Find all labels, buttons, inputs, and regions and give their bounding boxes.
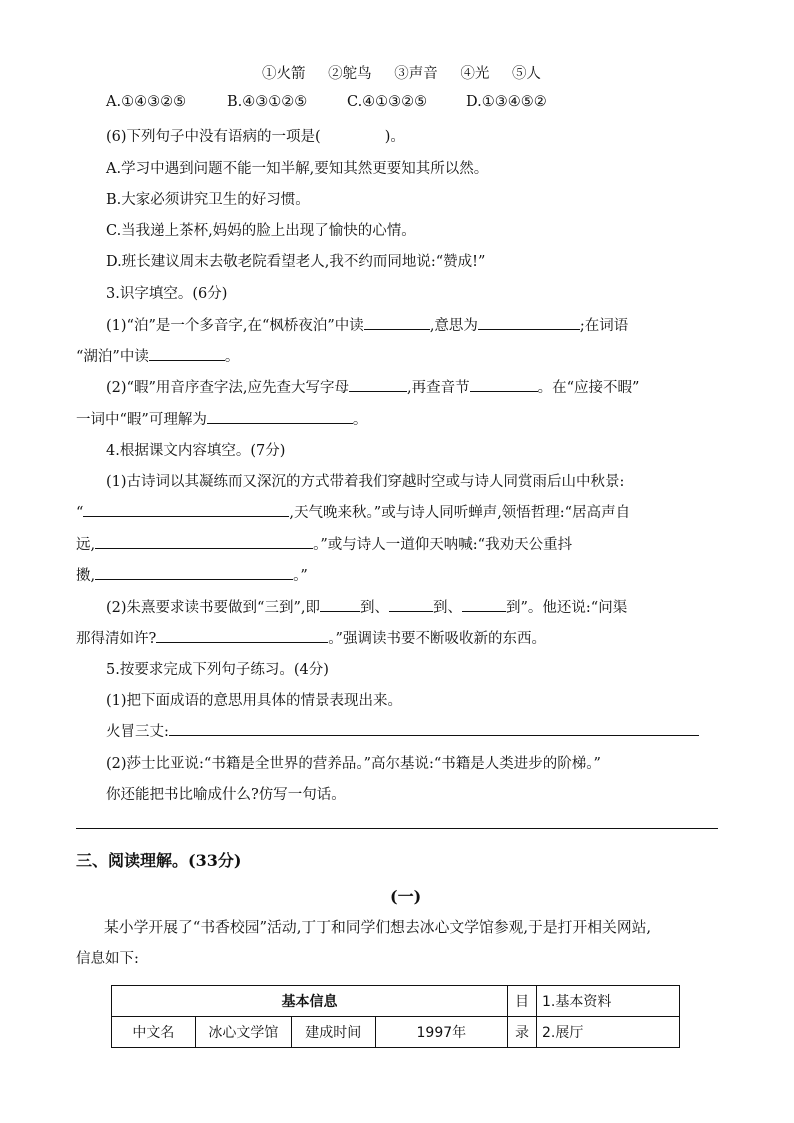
q5-line1: (1)把下面成语的意思用具体的情景表现出来。 [106,693,403,709]
answer-blank[interactable] [83,501,289,517]
answer-blank[interactable] [95,533,313,549]
answer-blank[interactable] [149,345,225,361]
answer-blank[interactable] [349,376,407,392]
subsection-title: (一) [390,887,422,906]
section-title: 三、阅读理解。(33分) [76,851,242,870]
q4-line6: 那得清如许? 。”强调读书要不断吸收新的东西。 [76,627,546,648]
toc-label-bottom: 录 [508,1017,537,1048]
q3-title: 3.识字填空。(6分) [106,286,228,302]
option-item: ⑤人 [511,66,541,82]
passage-line: 信息如下: [76,951,139,967]
choice-c: C.④①③②⑤ [347,94,428,110]
q6-option-c: C.当我递上茶杯,妈妈的脸上出现了愉快的心情。 [106,223,416,239]
q4-line2: “ ,天气晚来秋。”或与诗人同听蝉声,领悟哲理:“居高声自 [76,501,630,522]
q3-line4: 一词中“暇”可理解为 。 [76,408,367,429]
table-cell: 建成时间 [291,1017,375,1048]
q4-title: 4.根据课文内容填空。(7分) [106,443,286,459]
answer-blank[interactable] [478,314,580,330]
answer-blank[interactable] [95,564,293,580]
answer-blank[interactable] [156,627,328,643]
answer-blank[interactable] [470,376,538,392]
answer-blank[interactable] [320,596,360,612]
q4-line3: 远, 。”或与诗人一道仰天呐喊:“我劝天公重抖 [76,533,572,554]
q5-line4: 你还能把书比喻成什么?仿写一句话。 [106,787,346,803]
choice-d: D.①③④⑤② [466,94,547,110]
q6-option-d: D.班长建议周末去敬老院看望老人,我不约而同地说:“赞成!” [106,254,486,270]
toc-label-top: 目 [508,986,537,1017]
answer-blank[interactable] [207,408,353,424]
q5-line2: 火冒三丈: [106,720,699,741]
table-header: 基本信息 [112,986,508,1017]
option-item: ①火箭 [262,66,306,82]
q3-line2: “湖泊”中读 。 [76,345,239,366]
q3-line1: (1)“泊”是一个多音字,在“枫桥夜泊”中读 ,意思为 ;在词语 [106,314,628,335]
option-item: ③声音 [394,66,438,82]
answer-blank[interactable] [364,314,430,330]
answer-blank[interactable] [462,596,506,612]
answer-blank[interactable] [389,596,433,612]
divider [76,828,718,829]
passage-line: 某小学开展了“书香校园”活动,丁丁和同学们想去冰心文学馆参观,于是打开相关网站, [104,919,652,936]
q5-line3: (2)莎士比亚说:“书籍是全世界的营养品。”高尔基说:“书籍是人类进步的阶梯。” [106,756,601,772]
q4-line1: (1)古诗词以其凝练而又深沉的方式带着我们穿越时空或与诗人同赏雨后山中秋景: [106,474,625,490]
q3-line3: (2)“暇”用音序查字法,应先查大写字母 ,再查音节 。在“应接不暇” [106,376,639,397]
option-item: ②鸵鸟 [328,66,372,82]
table-cell: 中文名 [112,1017,196,1048]
toc-item: 2.展厅 [537,1017,680,1048]
table-cell: 1997年 [375,1017,507,1048]
options-row [262,62,559,83]
table-cell: 冰心文学馆 [195,1017,291,1048]
option-item: ④光 [460,66,490,82]
q4-line5: (2)朱熹要求读书要做到“三到”,即 到、 到、 到”。他还说:“问渠 [106,596,627,617]
q6-option-a: A.学习中遇到问题不能一知半解,要知其然更要知其所以然。 [106,161,489,177]
q5-title: 5.按要求完成下列句子练习。(4分) [106,662,329,678]
q6-option-b: B.大家必须讲究卫生的好习惯。 [106,192,310,208]
choice-b: B.④③①②⑤ [227,94,308,110]
answer-blank[interactable] [169,720,699,736]
choice-a: A.①④③②⑤ [106,94,187,110]
q6-stem: (6)下列句子中没有语病的一项是( )。 [106,129,405,145]
toc-item: 1.基本资料 [537,986,680,1017]
q4-line4: 擞, 。” [76,564,308,585]
info-table [111,985,680,1048]
